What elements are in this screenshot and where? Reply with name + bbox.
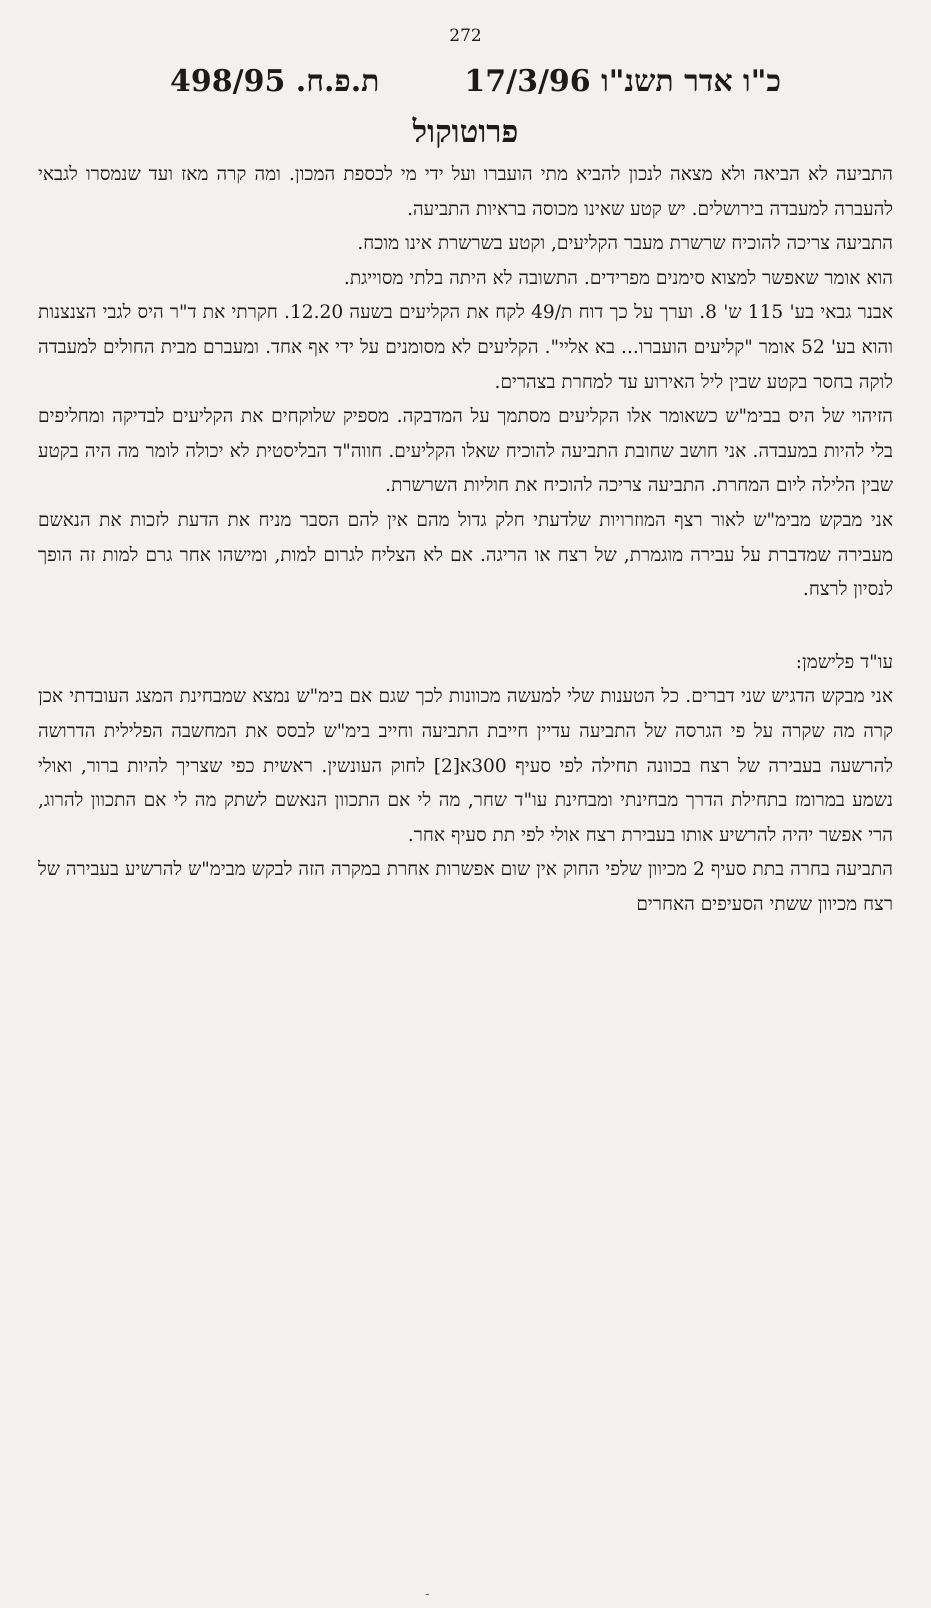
paragraph: אני מבקש מבימ"ש לאור רצף המוזרויות שלדעתי חלק גדול מהם אין להם הסבר מניח את הדעת לזכות את הנאשם מעבירה שמדברת על עבירה מוגמרת, של רצח או הריגה. אם לא הצליח לגרום למות, ומישהו אחר גרם למות זה הופך לנסיון לרצח. — [38, 509, 893, 601]
protocol-body — [38, 158, 893, 922]
paragraph: התביעה לא הביאה ולא מצאה לנכון להביא מתי הועברו ועל ידי מי לכספת המכון. ומה קרה מאז ועד שנמסרו לגבאי להעברה למעבדה בירושלים. יש קטע שאינו מכוסה בראיות התביעה. — [38, 164, 893, 220]
paragraph: אבנר גבאי בע' 115 ש' 8. וערך על כך דוח ת/49 לקח את הקליעים בשעה 12.20. חקרתי את ד"ר היס לגבי הצנצנות והוא בע' 52 אומר "קליעים הועברו... בא אליי". הקליעים לא מסומנים על ידי אף אחד. ומעברם מבית החולים למעבדה לוקה בחסר בקטע שבין ליל האירוע עד למחרת בצהרים. — [38, 302, 893, 393]
paragraph: הוא אומר שאפשר למצוא סימנים מפרידים. התשובה לא היתה בלתי מסוייגת. — [343, 267, 893, 289]
case-number: ת.פ.ח. 498/95 — [170, 64, 380, 99]
paragraph: התביעה צריכה להוכיח שרשרת מעבר הקליעים, וקטע בשרשרת אינו מוכח. — [357, 233, 893, 255]
hearing-date: כ"ו אדר תשנ"ו 17/3/96 — [464, 64, 781, 99]
scan-mark: - — [425, 1586, 430, 1602]
document-title: פרוטוקול — [412, 114, 519, 150]
document-header — [0, 64, 931, 104]
page-number: 272 — [449, 26, 482, 46]
paragraph: הזיהוי של היס בבימ"ש כשאומר אלו הקליעים מסתמך על המדבקה. מספיק שלוקחים את הקליעים לבדיקה ומחליפים בלי להיות במעבדה. אני חושב שחובת התביעה להוכיח שאלו הקליעים. חווה"ד הבליסטית לא יכולה לומר מה היה בקטע שבין הלילה ליום המחרת. התביעה צריכה להוכיח את חוליות השרשרת. — [38, 406, 893, 497]
speaker-label: עו"ד פלישמן: — [795, 651, 893, 673]
speaker-paragraph: אני מבקש הדגיש שני דברים. כל הטענות שלי למעשה מכוונות לכך שגם אם בימ"ש נמצא שמבחינת המצג העובדתי אכן קרה מה שקרה על פי הגרסה של התביעה עדיין חייבת התביעה וחייב בימ"ש לבסס את המחשבה הפלילית הדרושה להרשעה בעבירה של רצח בכוונה תחילה לפי סעיף 300א[2] לחוק העונשין. ראשית כפי שצריך להיות ברור, ואולי נשמע במרומז בתחילת הדרך מבחינתי ומבחינת עו"ד שחר, מה לי אם התכוון הנאשם לשתק מה לי אם התכוון להרוג, הרי אפשר יהיה להרשיע אותו בעבירת רצח אולי לפי תת סעיף אחר. — [38, 686, 893, 846]
speaker-paragraph: התביעה בחרה בתת סעיף 2 מכיוון שלפי החוק אין שום אפשרות אחרת במקרה הזה לבקש מבימ"ש להרשיע בעבירה של רצח מכיוון ששתי הסעיפים האחרים — [38, 859, 893, 915]
